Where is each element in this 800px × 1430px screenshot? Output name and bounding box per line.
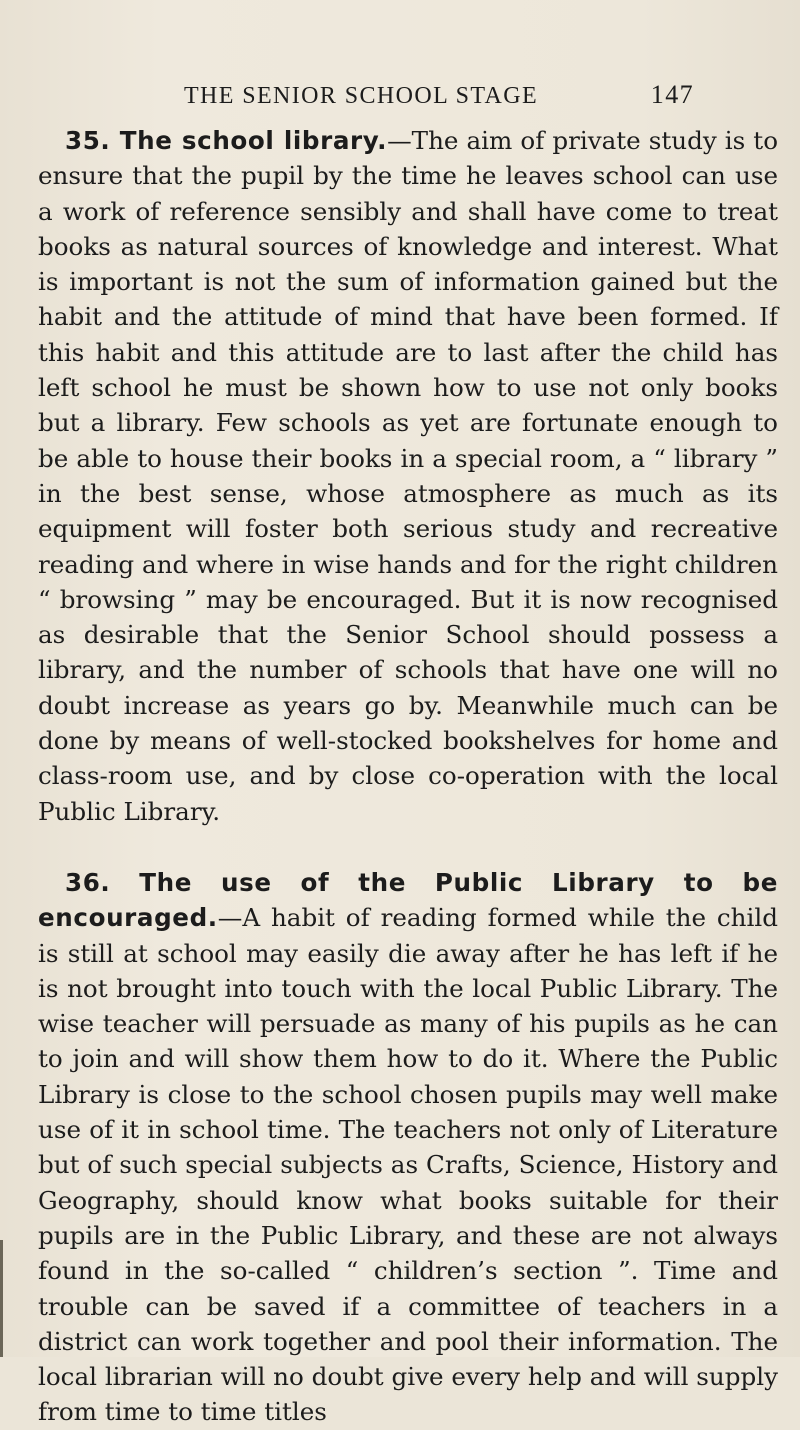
paragraph-36-heading: 36. The use of the Public Library to be encouraged.: [38, 867, 778, 933]
page-edge-shadow: [0, 1240, 3, 1357]
page-number: 147: [650, 80, 694, 109]
paragraph-36-body: —A habit of reading formed while the child is still at school may easily die away after he has left if he is not brought into touch with the local Public Library. The wise teacher will persuade as many of his pupils as he can to join and will show them how to do it. Where the Public Library is close to the school chosen pupils may well make use of it in school time. The teachers not only of Literature but of such special subjects as Crafts, Science, History and Geography, should know what books suitable for their pupils are in the Public Library, and these are not always found in the so-called “ children’s section ”. Time and trouble can be saved if a committee of teachers in a district can work together and pool their information. The local librarian will no doubt give every help and will supply from time to time titles: [38, 903, 778, 1427]
body-text: [38, 123, 778, 1430]
running-head-title: THE SENIOR SCHOOL STAGE: [184, 83, 539, 109]
running-head: [184, 80, 694, 110]
paragraph-35: [38, 123, 778, 829]
paragraph-35-heading: 35. The school library.: [65, 126, 388, 155]
paragraph-36: [38, 865, 778, 1430]
paragraph-35-body: —The aim of private study is to ensure that the pupil by the time he leaves school can use a work of reference sensibly and shall have come to treat books as natural sources of knowledge and interest. What is important is not the sum of information gained but the habit and the attitude of mind that have been formed. If this habit and this attitude are to last after the child has left school he must be shown how to use not only books but a library. Few schools as yet are fortunate enough to be able to house their books in a special room, a “ library ” in the best sense, whose atmosphere as much as its equipment will foster both serious study and recreative reading and where in wise hands and for the right children “ browsing ” may be encouraged. But it is now recognised as desirable that the Senior School should possess a library, and the number of schools that have one will no doubt increase as years go by. Meanwhile much can be done by means of well-stocked bookshelves for home and class-room use, and by close co-operation with the local Public Library.: [38, 126, 778, 826]
